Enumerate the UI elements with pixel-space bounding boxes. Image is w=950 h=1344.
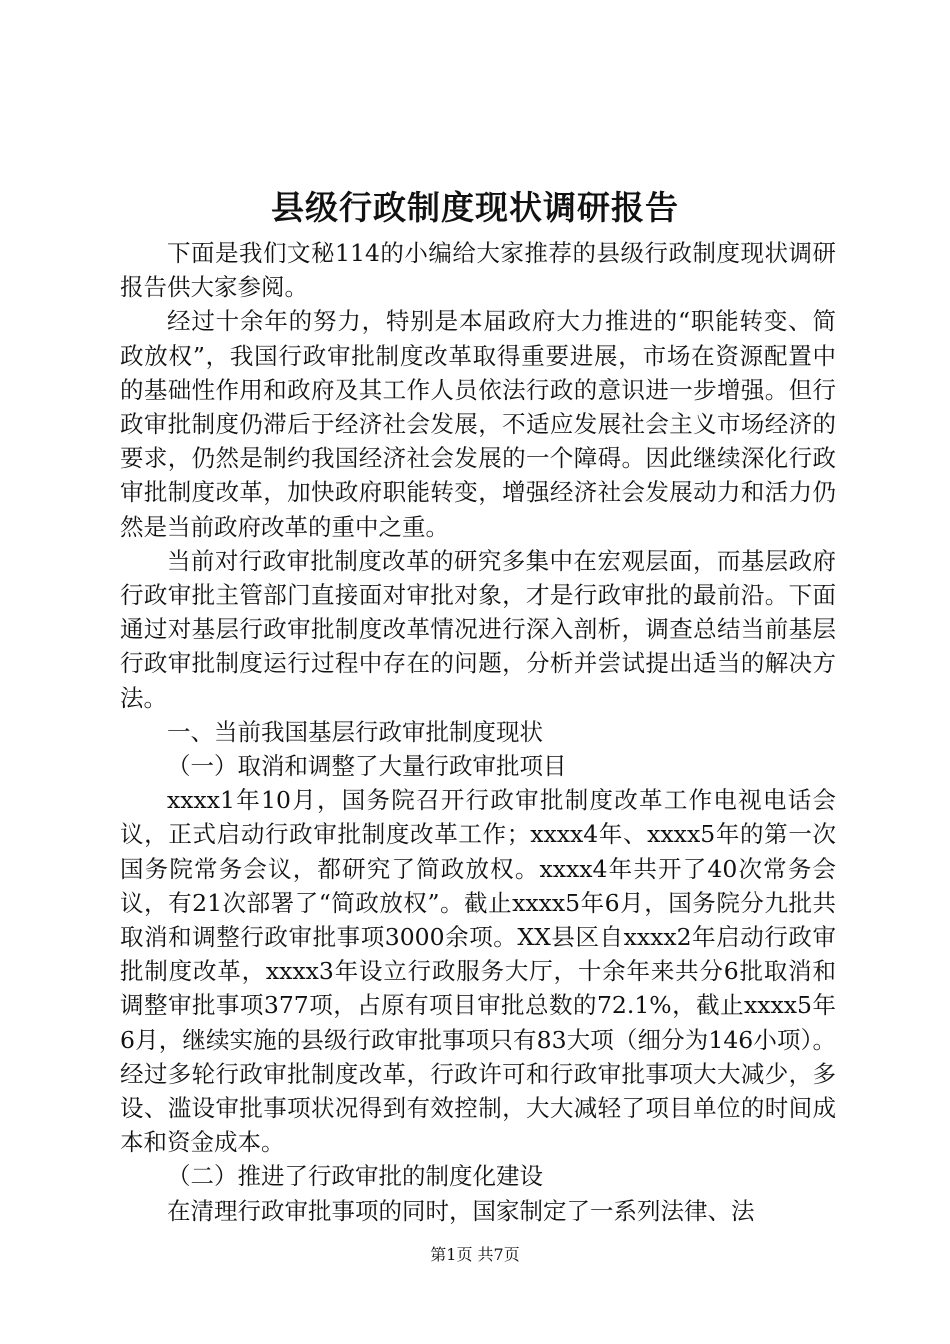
paragraph-intro: 下面是我们文秘114的小编给大家推荐的县级行政制度现状调研报告供大家参阅。 [120,239,836,302]
paragraph-reform-details: xxxx1年10月，国务院召开行政审批制度改革工作电视电话会议，正式启动行政审批制度改革工作；xxxx4年、xxxx5年的第一次国务院常务会议，都研究了简政放权。xxxx4年共开了40次常务会议，有21次部署了“简政放权”。截止xxxx5年6月，国务院分九批共取消和调整行政审批事项3000余项。XX县区自xxxx2年启动行政审批制度改革，xxxx3年设立行政服务大厅，十余年来共分6批取消和调整审批事项377项，占原有项目审批总数的72.1%，截止xxxx5年6月，继续实施的县级行政审批事项只有83大项（细分为146小项）。经过多轮行政审批制度改革，行政许可和行政审批事项大大减少，多设、滥设审批事项状况得到有效控制，大大减轻了项目单位的时间成本和资金成本。 [120,786,836,1157]
paragraph-legal-framework: 在清理行政审批事项的同时，国家制定了一系列法律、法 [167,1196,755,1225]
page-number-footer: 第1页 共7页 [430,1245,520,1264]
paragraph-background: 经过十余年的努力，特别是本届政府大力推进的“职能转变、简政放权”，我国行政审批制度改革取得重要进展，市场在资源配置中的基础性作用和政府及其工作人员依法行政的意识进一步增强。但行政审批制度仍滞后于经济社会发展，不适应发展社会主义市场经济的要求，仍然是制约我国经济社会发展的一个障碍。因此继续深化行政审批制度改革，加快政府职能转变，增强经济社会发展动力和活力仍然是当前政府改革的重中之重。 [120,307,836,541]
document-body [120,236,836,1228]
document-title: 县级行政制度现状调研报告 [271,188,679,227]
subsection-heading-1: （一）取消和调整了大量行政审批项目 [167,752,567,781]
paragraph-research-focus: 当前对行政审批制度改革的研究多集中在宏观层面，而基层政府行政审批主管部门直接面对审批对象，才是行政审批的最前沿。下面通过对基层行政审批制度改革情况进行深入剖析，调查总结当前基层行政审批制度运行过程中存在的问题，分析并尝试提出适当的解决方法。 [120,546,836,712]
subsection-heading-2: （二）推进了行政审批的制度化建设 [167,1162,543,1191]
section-heading-1: 一、当前我国基层行政审批制度现状 [167,717,543,746]
